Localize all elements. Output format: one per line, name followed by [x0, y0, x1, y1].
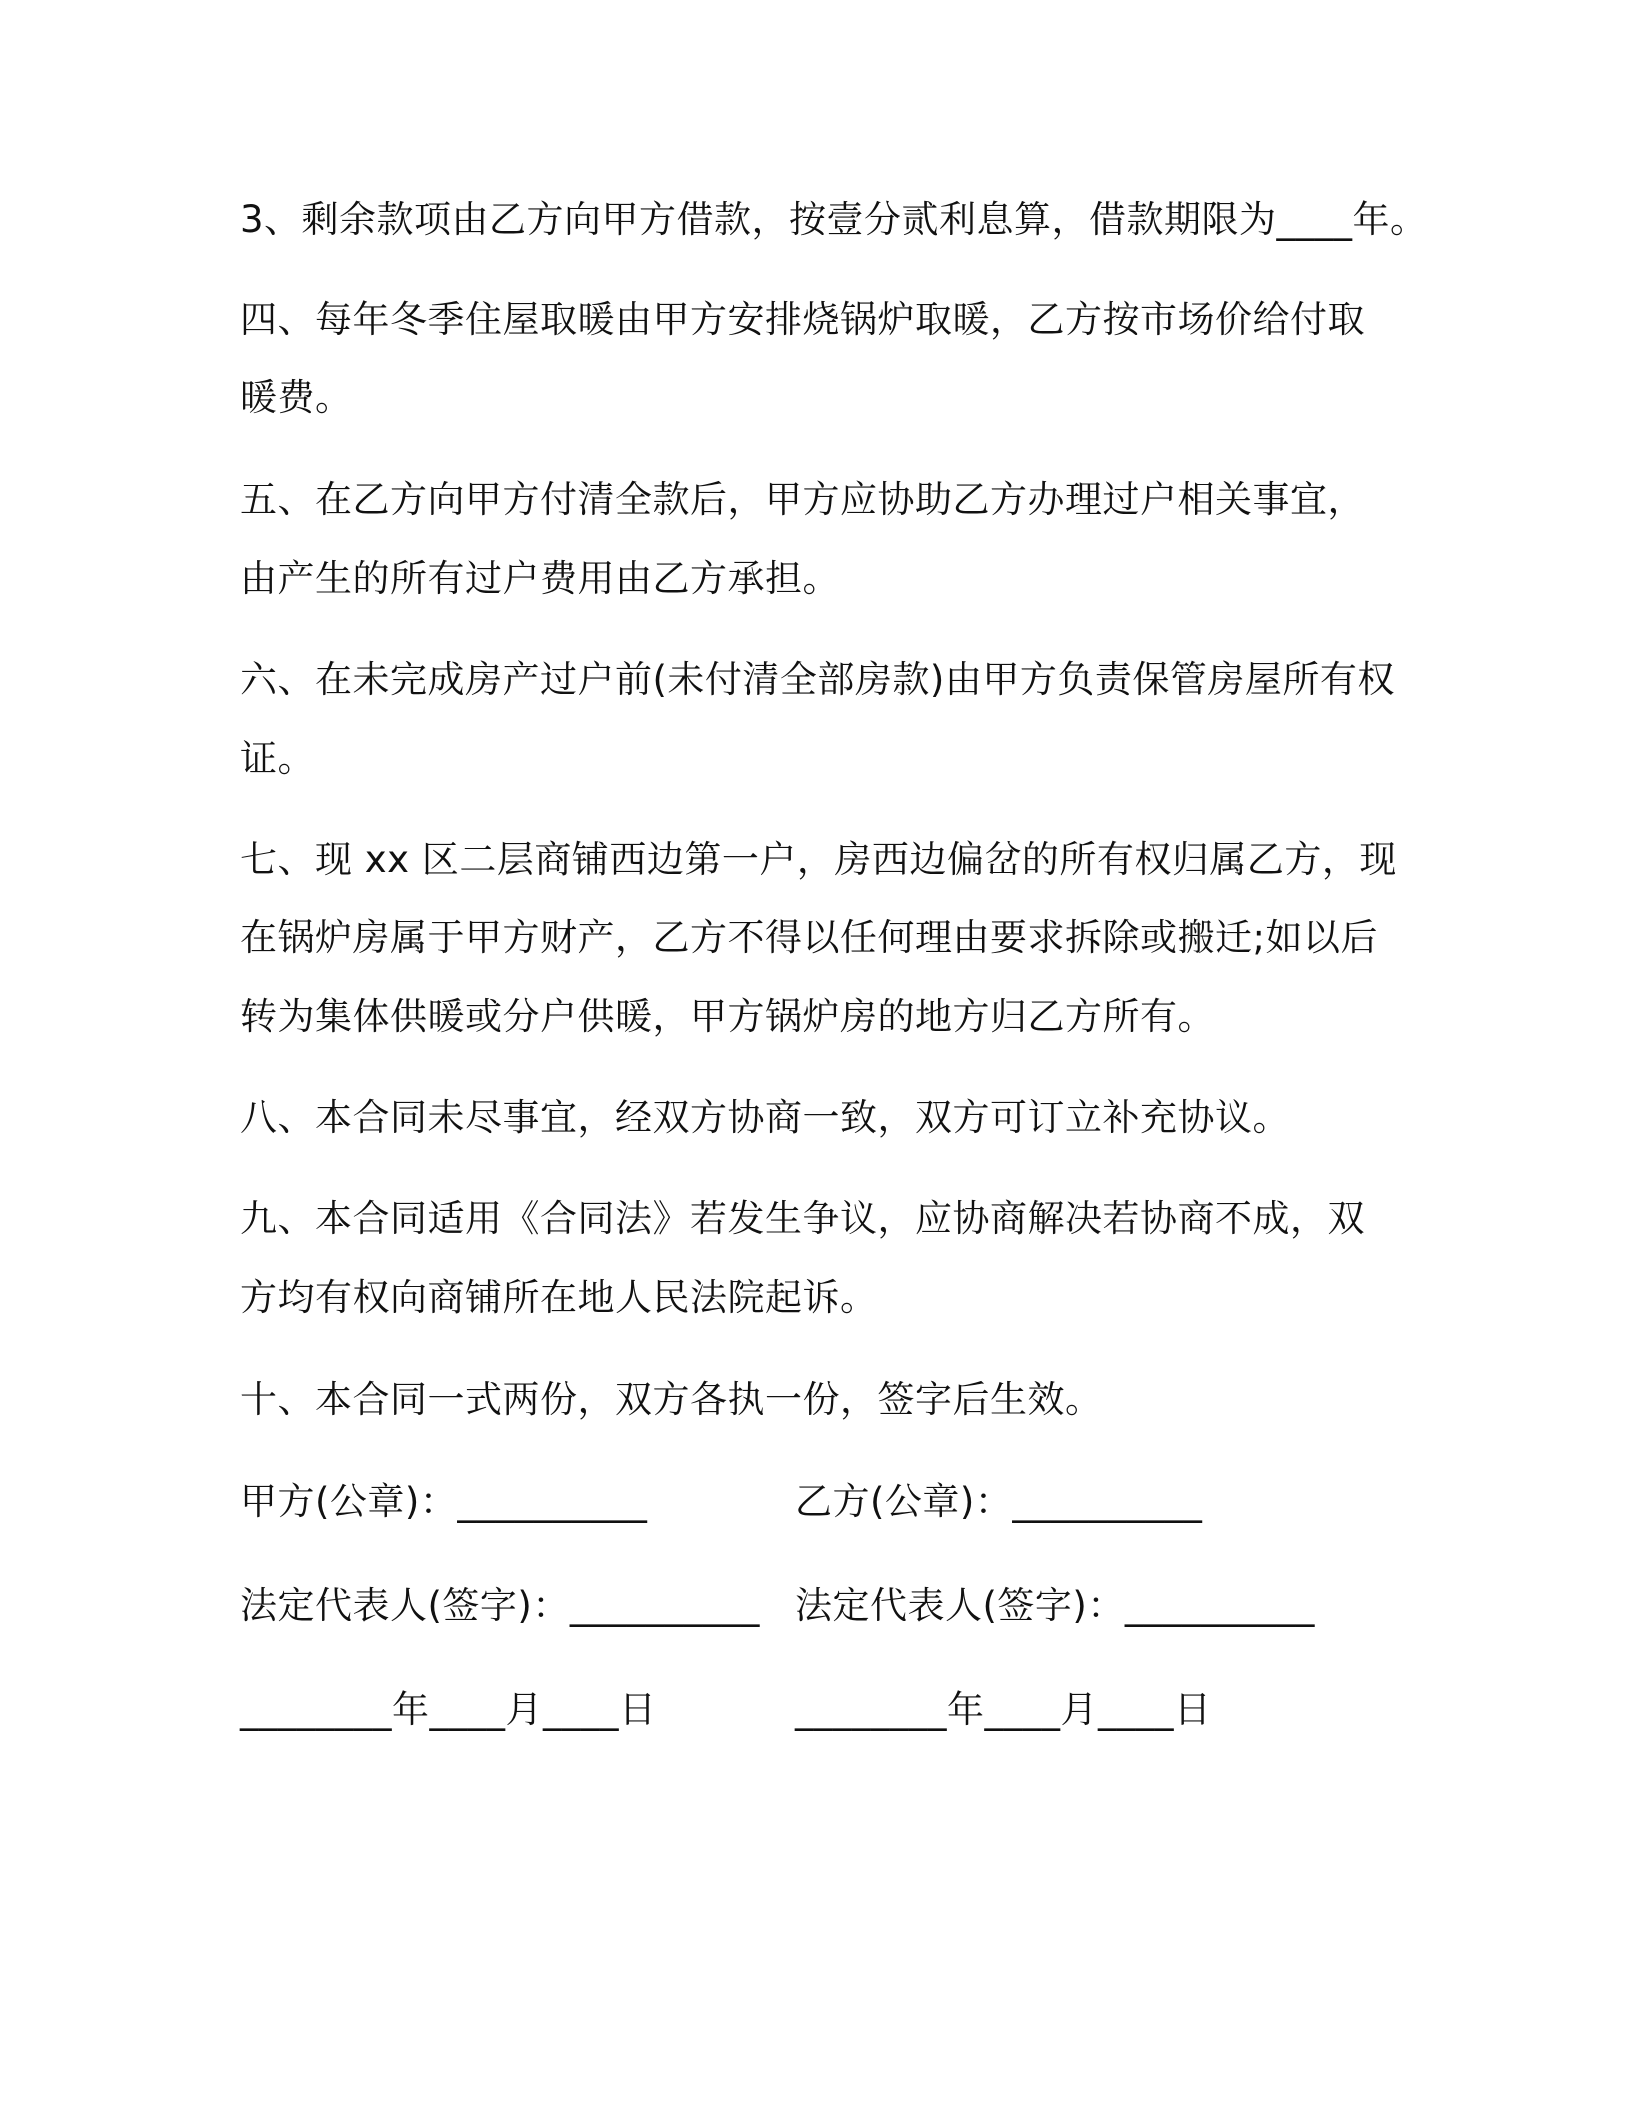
party-a-seal-field: 甲方(公章)：__________ [240, 1480, 648, 1523]
party-b-seal-field: 乙方(公章)：__________ [795, 1480, 1203, 1523]
party-b-date-field: ________年____月____日 [795, 1688, 1212, 1731]
clause-7-line-3: 转为集体供暖或分户供暖，甲方锅炉房的地方归乙方所有。 [240, 995, 1215, 1038]
clause-8-line-1: 八、本合同未尽事宜，经双方协商一致，双方可订立补充协议。 [240, 1096, 1290, 1139]
party-b-representative-field: 法定代表人(签字)：__________ [795, 1584, 1315, 1627]
clause-9-line-1: 九、本合同适用《合同法》若发生争议，应协商解决若协商不成，双 [240, 1197, 1365, 1240]
party-a-representative-field: 法定代表人(签字)：__________ [240, 1584, 760, 1627]
party-a-date-field: ________年____月____日 [240, 1688, 657, 1731]
clause-7-line-1: 七、现 xx 区二层商铺西边第一户，房西边偏岔的所有权归属乙方，现 [240, 838, 1397, 881]
clause-4-line-1: 四、每年冬季住屋取暖由甲方安排烧锅炉取暖，乙方按市场价给付取 [240, 298, 1365, 341]
clause-4-line-2: 暖费。 [240, 376, 353, 419]
clause-5-line-2: 由产生的所有过户费用由乙方承担。 [240, 557, 840, 600]
clause-9-line-2: 方均有权向商铺所在地人民法院起诉。 [240, 1276, 878, 1319]
clause-7-line-2: 在锅炉房属于甲方财产，乙方不得以任何理由要求拆除或搬迁;如以后 [240, 916, 1378, 959]
clause-10-line-1: 十、本合同一式两份，双方各执一份，签字后生效。 [240, 1378, 1103, 1421]
clause-6-line-1: 六、在未完成房产过户前(未付清全部房款)由甲方负责保管房屋所有权 [240, 658, 1395, 701]
clause-5-line-1: 五、在乙方向甲方付清全款后，甲方应协助乙方办理过户相关事宜， [240, 478, 1365, 521]
clause-3-line-1: 3、剩余款项由乙方向甲方借款，按壹分贰利息算，借款期限为____年。 [240, 198, 1428, 241]
clause-6-line-2: 证。 [240, 737, 315, 780]
